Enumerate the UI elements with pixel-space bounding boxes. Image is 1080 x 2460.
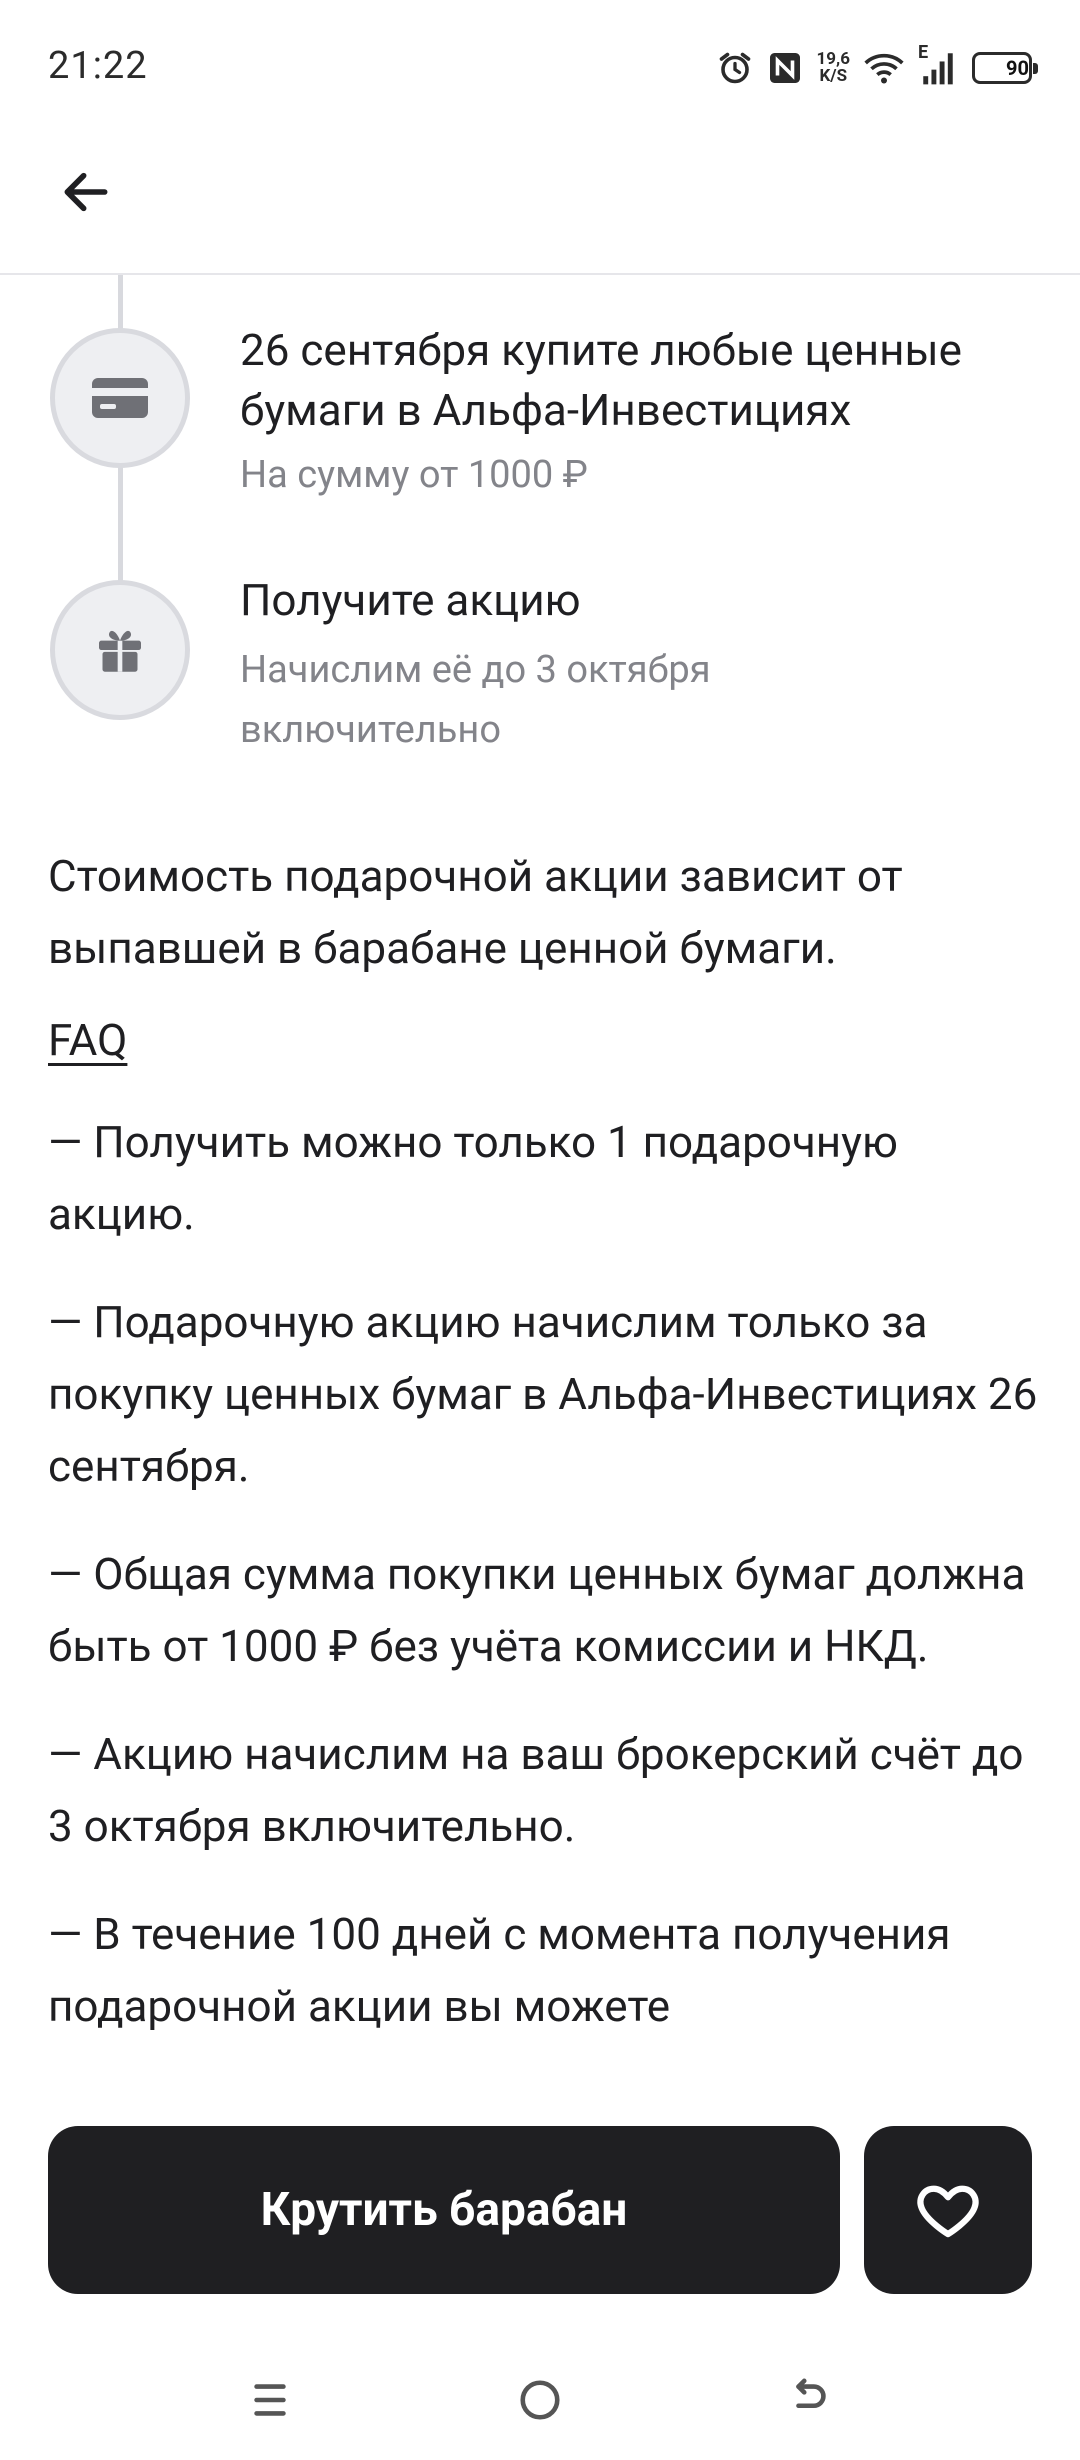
status-icons — [717, 42, 1032, 90]
favorite-button[interactable] — [864, 2126, 1032, 2294]
home-icon — [517, 2377, 563, 2423]
net-speed-value: 19,6 — [816, 49, 850, 69]
net-speed-unit: K/S — [819, 66, 848, 86]
gift-icon — [92, 622, 148, 678]
status-time: 21:22 — [48, 44, 148, 88]
status-bar — [0, 0, 1080, 130]
step-1-subtitle: На сумму от 1000 ₽ — [240, 453, 588, 497]
signal-icon — [918, 42, 958, 90]
heart-icon — [914, 2176, 982, 2244]
step-1-title: 26 сентября купите любые ценные бумаги в Альфа-Инвестициях — [240, 324, 963, 436]
back-icon — [787, 2377, 833, 2423]
step-2-subtitle: Начислим её до 3 октября включительно — [240, 648, 711, 752]
faq-item: — Получить можно только 1 подарочную акцию. — [48, 1116, 898, 1240]
system-nav-bar — [0, 2340, 1080, 2460]
battery-icon — [972, 52, 1032, 84]
step-2-circle — [50, 580, 190, 720]
card-icon — [92, 378, 148, 418]
faq-link[interactable]: FAQ — [48, 1014, 128, 1066]
faq-item: — Общая сумма покупки ценных бумаг должна быть от 1000 ₽ без учёта комиссии и НКД. — [48, 1548, 1026, 1672]
net-speed — [817, 51, 850, 85]
battery-level: 90 — [1006, 56, 1029, 80]
back-button[interactable] — [54, 160, 118, 224]
wifi-icon — [864, 46, 904, 90]
terms-content — [48, 840, 1038, 2042]
menu-icon — [247, 2377, 293, 2423]
intro-text: Стоимость подарочной акции зависит от выпавшей в барабане ценной бумаги. — [48, 850, 903, 974]
network-type: E — [918, 42, 929, 63]
faq-item: — Акцию начислим на ваш брокерский счёт до 3 октября включительно. — [48, 1728, 1024, 1852]
spin-wheel-button[interactable]: Крутить барабан — [48, 2126, 840, 2294]
faq-item: — Подарочную акцию начислим только за покупку ценных бумаг в Альфа-Инвестициях 26 сентября. — [48, 1296, 1038, 1492]
arrow-left-icon — [58, 164, 114, 220]
app-header — [0, 130, 1080, 275]
step-2-title: Получите акцию — [240, 574, 581, 626]
nfc-icon — [767, 46, 803, 90]
steps-timeline — [0, 275, 1080, 775]
home-nav-button[interactable] — [510, 2370, 570, 2430]
menu-nav-button[interactable] — [240, 2370, 300, 2430]
faq-item: — В течение 100 дней с момента получения подарочной акции вы можете — [48, 1908, 951, 2032]
step-1-circle — [50, 328, 190, 468]
alarm-icon — [717, 46, 753, 90]
back-nav-button[interactable] — [780, 2370, 840, 2430]
bottom-actions — [0, 2120, 1080, 2300]
